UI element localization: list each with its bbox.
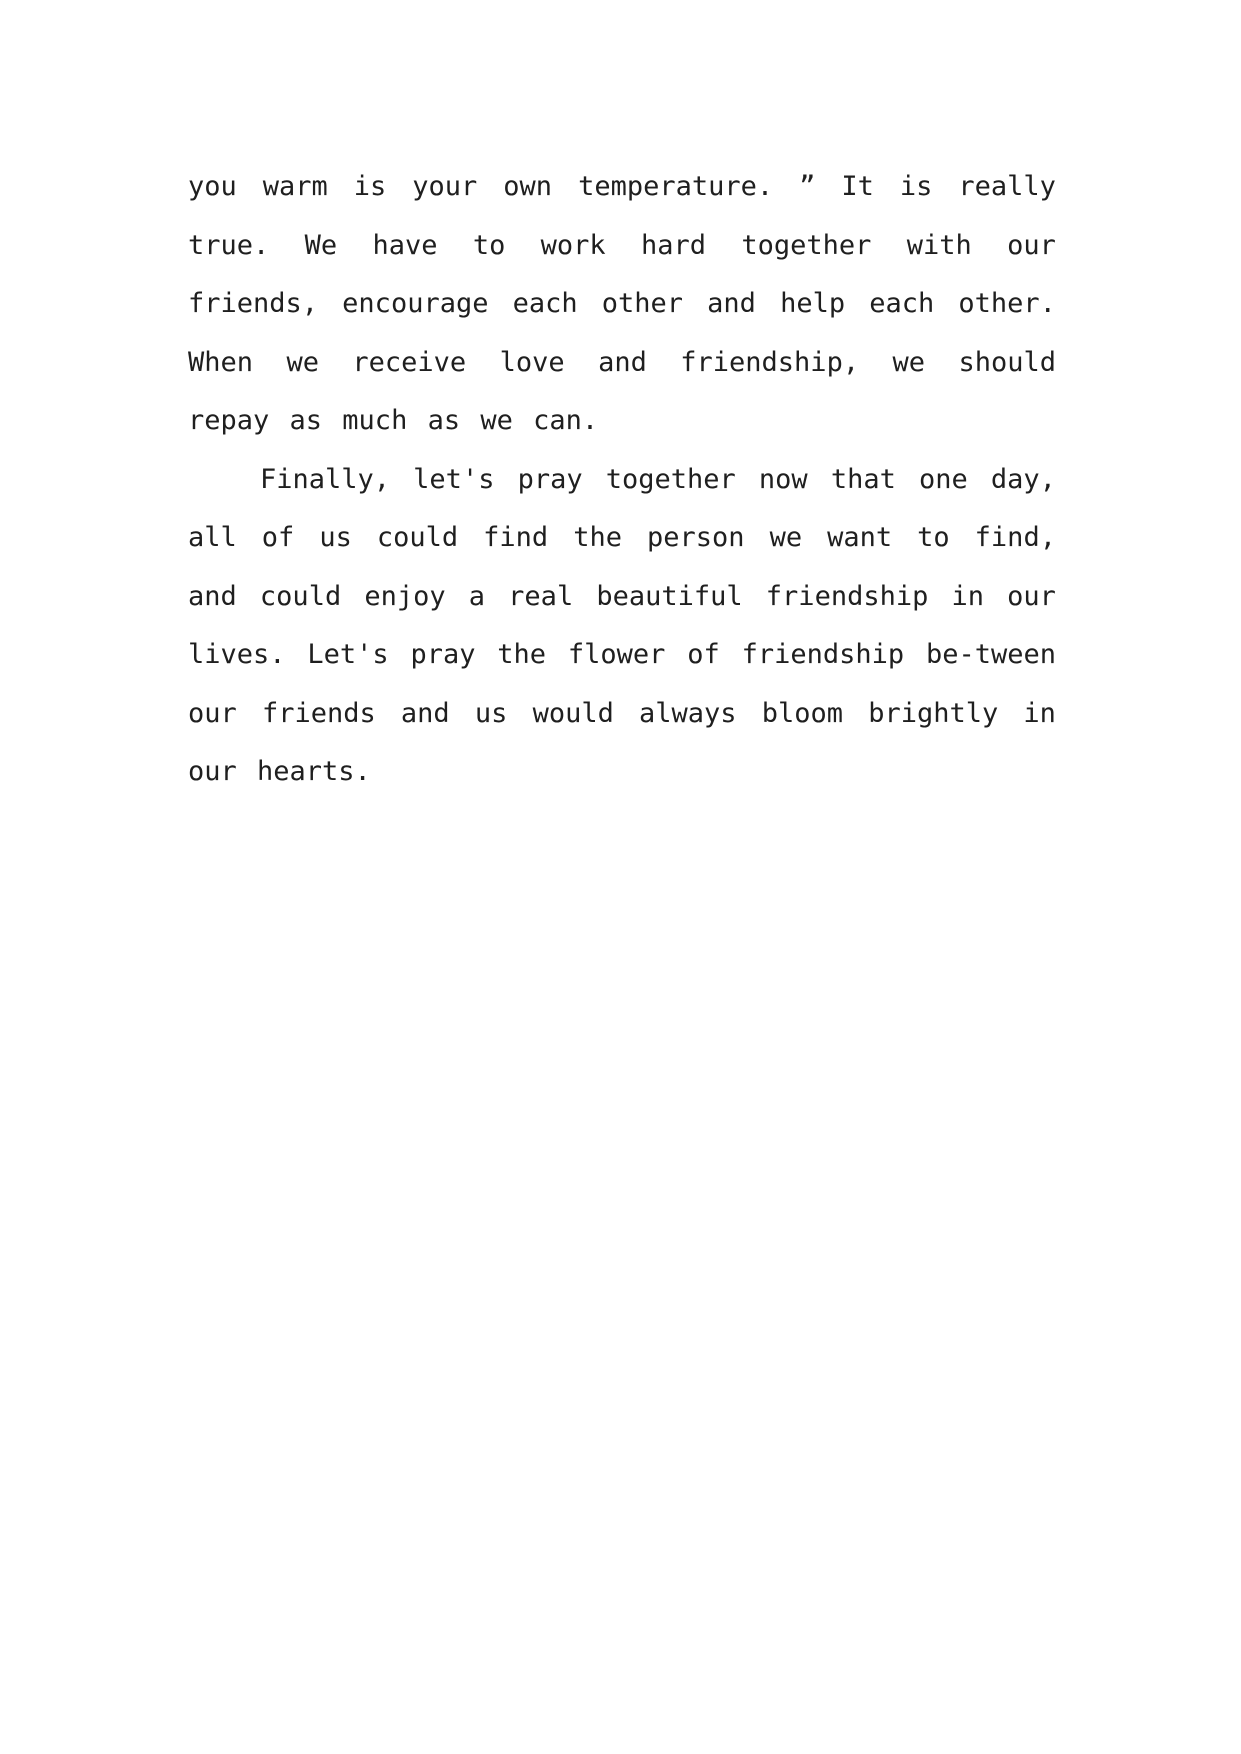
word: Let's xyxy=(307,639,389,670)
word: true. xyxy=(188,229,270,261)
word: brightly xyxy=(868,697,999,729)
word: our xyxy=(188,697,237,729)
word: of xyxy=(687,639,720,670)
word: all xyxy=(188,522,237,553)
word: bloom xyxy=(761,697,844,729)
word: temperature. xyxy=(578,171,774,202)
word: is xyxy=(899,171,933,202)
word: other xyxy=(601,288,684,319)
word: a xyxy=(468,580,486,612)
word: and xyxy=(400,697,450,729)
word: the xyxy=(573,522,622,553)
word: and xyxy=(598,346,647,378)
word: own xyxy=(503,171,553,202)
word: should xyxy=(958,346,1056,378)
text-line xyxy=(188,158,1056,217)
word: friendship xyxy=(741,639,905,670)
word: hard xyxy=(641,229,707,261)
word: friends xyxy=(261,697,376,729)
word: pray xyxy=(517,463,583,495)
word: receive xyxy=(352,346,467,378)
word: each xyxy=(869,288,935,319)
word: and xyxy=(188,580,237,612)
word: warm xyxy=(262,171,328,202)
word: and xyxy=(707,288,756,319)
word: pray xyxy=(410,639,476,670)
word: us xyxy=(319,522,352,553)
word: let's xyxy=(413,463,495,495)
word: beautiful xyxy=(596,580,743,612)
word: always xyxy=(639,697,737,729)
word: we xyxy=(892,346,926,378)
word: your xyxy=(412,171,478,202)
text-line xyxy=(188,451,1056,510)
word: have xyxy=(372,229,438,261)
word: us xyxy=(474,697,508,729)
word: our xyxy=(1007,229,1056,261)
word: person xyxy=(647,522,745,553)
word: in xyxy=(951,580,985,612)
word: day, xyxy=(990,463,1056,495)
word: It xyxy=(841,171,874,202)
word: When xyxy=(188,346,254,378)
word: is xyxy=(353,171,387,202)
word: our xyxy=(1007,580,1056,612)
word: we xyxy=(769,522,803,553)
word: you xyxy=(188,171,237,202)
word: we xyxy=(286,346,319,378)
paragraph xyxy=(188,451,1056,802)
word: encourage xyxy=(342,288,489,319)
word: We xyxy=(304,229,338,261)
text-line xyxy=(188,334,1056,393)
word: that xyxy=(830,463,896,495)
word: together xyxy=(741,229,872,261)
word: find xyxy=(483,522,549,553)
word: be-tween xyxy=(925,639,1056,670)
word: friendship xyxy=(765,580,929,612)
word: want xyxy=(827,522,893,553)
text-line xyxy=(188,568,1056,627)
word: help xyxy=(780,288,846,319)
word: with xyxy=(906,229,972,261)
word: find, xyxy=(974,522,1056,553)
word: could xyxy=(376,522,459,553)
word: of xyxy=(261,522,295,553)
text-line: repay as much as we can. xyxy=(188,405,599,436)
word: the xyxy=(497,639,547,670)
word: together xyxy=(605,463,736,495)
word: to xyxy=(917,522,950,553)
body-text xyxy=(188,158,1056,802)
word: flower xyxy=(567,639,666,670)
word: lives. xyxy=(188,639,286,670)
word: real xyxy=(508,580,574,612)
word: other. xyxy=(958,288,1056,319)
word: work xyxy=(540,229,606,261)
word: in xyxy=(1023,697,1056,729)
paragraph xyxy=(188,158,1056,451)
word: ” xyxy=(799,171,816,202)
word: friendship, xyxy=(680,346,860,378)
word: would xyxy=(532,697,614,729)
word: to xyxy=(472,229,506,261)
word: really xyxy=(958,171,1056,202)
text-line xyxy=(188,217,1056,276)
word: now xyxy=(758,463,808,495)
word: could xyxy=(259,580,342,612)
text-line xyxy=(188,685,1056,744)
word: Finally, xyxy=(260,463,391,495)
text-line xyxy=(188,626,1056,685)
word: enjoy xyxy=(364,580,446,612)
word: friends, xyxy=(188,288,319,319)
text-line: our hearts. xyxy=(188,756,371,787)
word: one xyxy=(918,463,968,495)
word: love xyxy=(499,346,565,378)
text-line xyxy=(188,509,1056,568)
word: each xyxy=(512,288,578,319)
text-line xyxy=(188,275,1056,334)
